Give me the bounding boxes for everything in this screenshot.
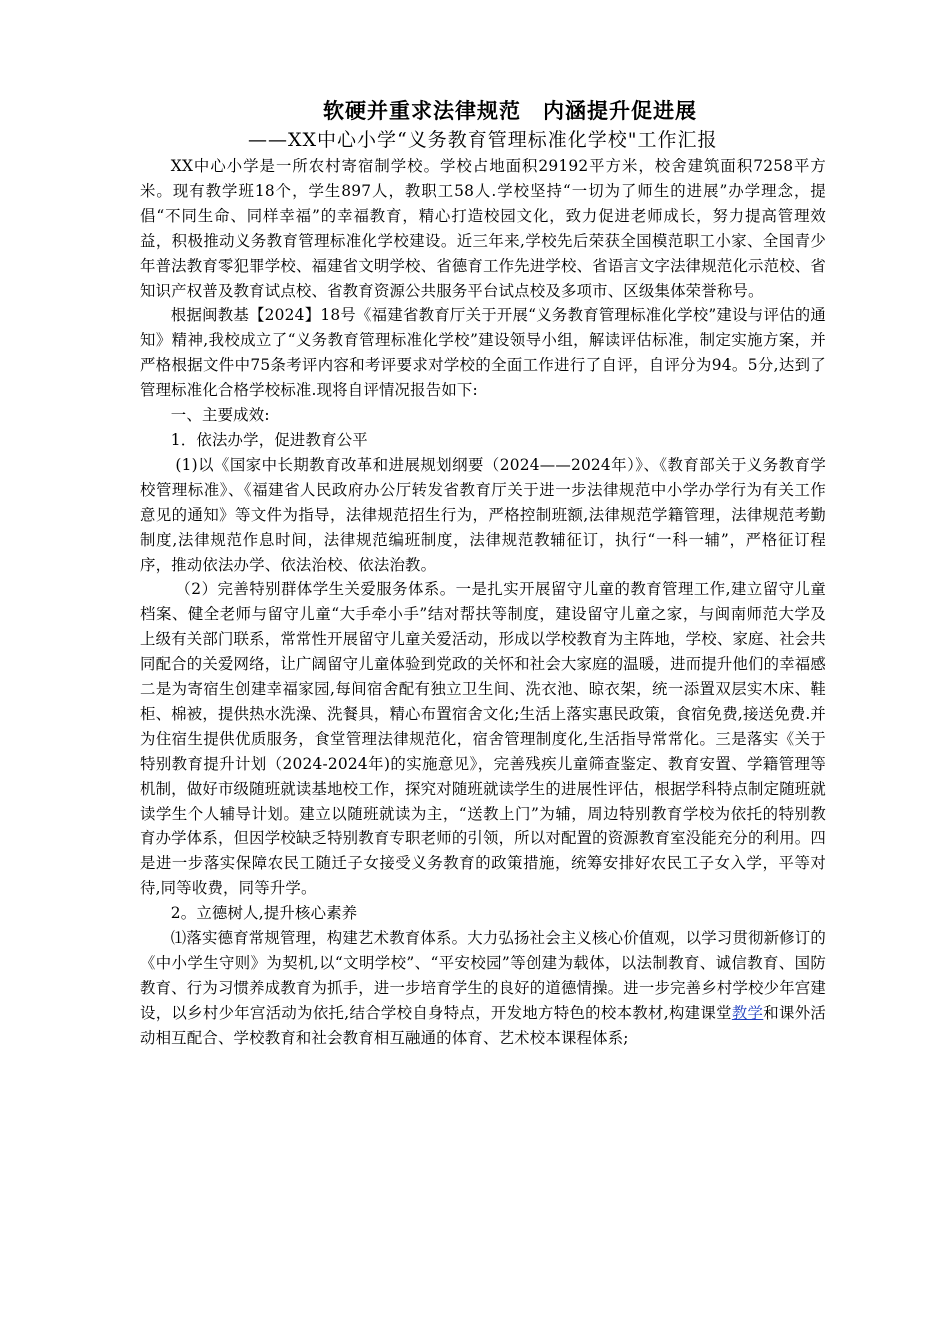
document-body: [140, 96, 826, 1051]
subsection-heading-1: 1．依法办学，促进教育公平: [170, 430, 368, 449]
paragraph-2-1-text: ⑴落实德育常规管理，构建艺术教育体系。大力弘扬社会主义核心价值观，以学习贯彻新修订的《中小学生守则》为契机,以“文明学校”、“平安校园”等创建为载体，以法制教育、诚信教育、国防教育、行为习惯养成教育为抓手，进一步培育学生的良好的道德情操。进一步完善乡村学校少年宫建设，以乡村少年宫活动为依托,结合学校自身特点，开发地方特色的校本教材,构建课堂: [140, 929, 826, 1022]
document-title: 软硬并重求法律规范 内涵提升促进展: [323, 98, 697, 123]
paragraph-2-1: [140, 926, 826, 1051]
paragraph-basis: 根据闽教基【2024】18号《福建省教育厅关于开展“义务教育管理标准化学校”建设与评估的通知》精神,我校成立了“义务教育管理标准化学校”建设领导小组，解读评估标准，制定实施方案，并严格根据文件中75条考评内容和考评要求对学校的全面工作进行了自评，自评分为94。5分,达到了管理标准化合格学校标准.现将自评情况报告如下:: [140, 306, 826, 400]
document-subtitle: ——XX中心小学“义务教育管理标准化学校"工作汇报: [248, 129, 718, 151]
subsection-heading-2: 2。立德树人,提升核心素养: [170, 904, 358, 923]
paragraph-1-1: (1)以《国家中长期教育改革和进展规划纲要（2024——2024年）》、《教育部关于义务教育学校管理标准》、《福建省人民政府办公厅转发省教育厅关于进一步法律规范中小学办学行为有关工作意见的通知》等文件为指导，法律规范招生行为，严格控制班额,法律规范学籍管理，法律规范考勤制度,法律规范作息时间，法律规范编班制度，法律规范教辅征订，执行“一科一辅”，严格征订程序，推动依法办学、依法治校、依法治教。: [140, 455, 826, 574]
paragraph-2-1-tail: 和课外活动相互配合、学校教育和社会教育相互融通的体育、艺术校本课程体系;: [140, 1003, 826, 1047]
teaching-link[interactable]: 教学: [731, 1003, 764, 1022]
section-heading-achievements: 一、主要成效:: [170, 406, 270, 425]
paragraph-intro: XX中心小学是一所农村寄宿制学校。学校占地面积29192平方米，校舍建筑面积7258平方米。现有教学班18个，学生897人，教职工58人.学校坚持“一切为了师生的进展”办学理念，提倡“不同生命、同样幸福”的幸福教育，精心打造校园文化，致力促进老师成长，努力提高管理效益，积极推动义务教育管理标准化学校建设。近三年来,学校先后荣获全国模范职工小家、全国青少年普法教育零犯罪学校、福建省文明学校、省德育工作先进学校、省语言文字法律规范化示范校、省知识产权普及教育试点校、省教育资源公共服务平台试点校及多项市、区级集体荣誉称号。: [140, 157, 826, 300]
paragraph-1-2: （2）完善特别群体学生关爱服务体系。一是扎实开展留守儿童的教育管理工作,建立留守儿童档案、健全老师与留守儿童“大手牵小手”结对帮扶等制度，建设留守儿童之家，与闽南师范大学及上级有关部门联系，常常性开展留守儿童关爱活动，形成以学校教育为主阵地，学校、家庭、社会共同配合的关爱网络，让广阔留守儿童体验到党政的关怀和社会大家庭的温暖，进而提升他们的幸福感二是为寄宿生创建幸福家园,每间宿舍配有独立卫生间、洗衣池、晾衣架，统一添置双层实木床、鞋柜、棉被，提供热水洗澡、洗餐具，精心布置宿舍文化;生活上落实惠民政策，食宿免费,接送免费.并为住宿生提供优质服务，食堂管理法律规范化，宿舍管理制度化,生活指导常常化。三是落实《关于特别教育提升计划（2024-2024年)的实施意见》，完善残疾儿童筛查鉴定、教育安置、学籍管理等机制，做好市级随班就读基地校工作，探究对随班就读学生的进展性评估，根据学科特点制定随班就读学生个人辅导计划。建立以随班就读为主，“送教上门”为辅，周边特别教育学校为依托的特别教育办学体系，但因学校缺乏特别教育专职老师的引领，所以对配置的资源教育室没能充分的利用。四是进一步落实保障农民工随迁子女接受义务教育的政策措施，统筹安排好农民工子女入学，平等对待,同等收费，同等升学。: [140, 580, 826, 898]
